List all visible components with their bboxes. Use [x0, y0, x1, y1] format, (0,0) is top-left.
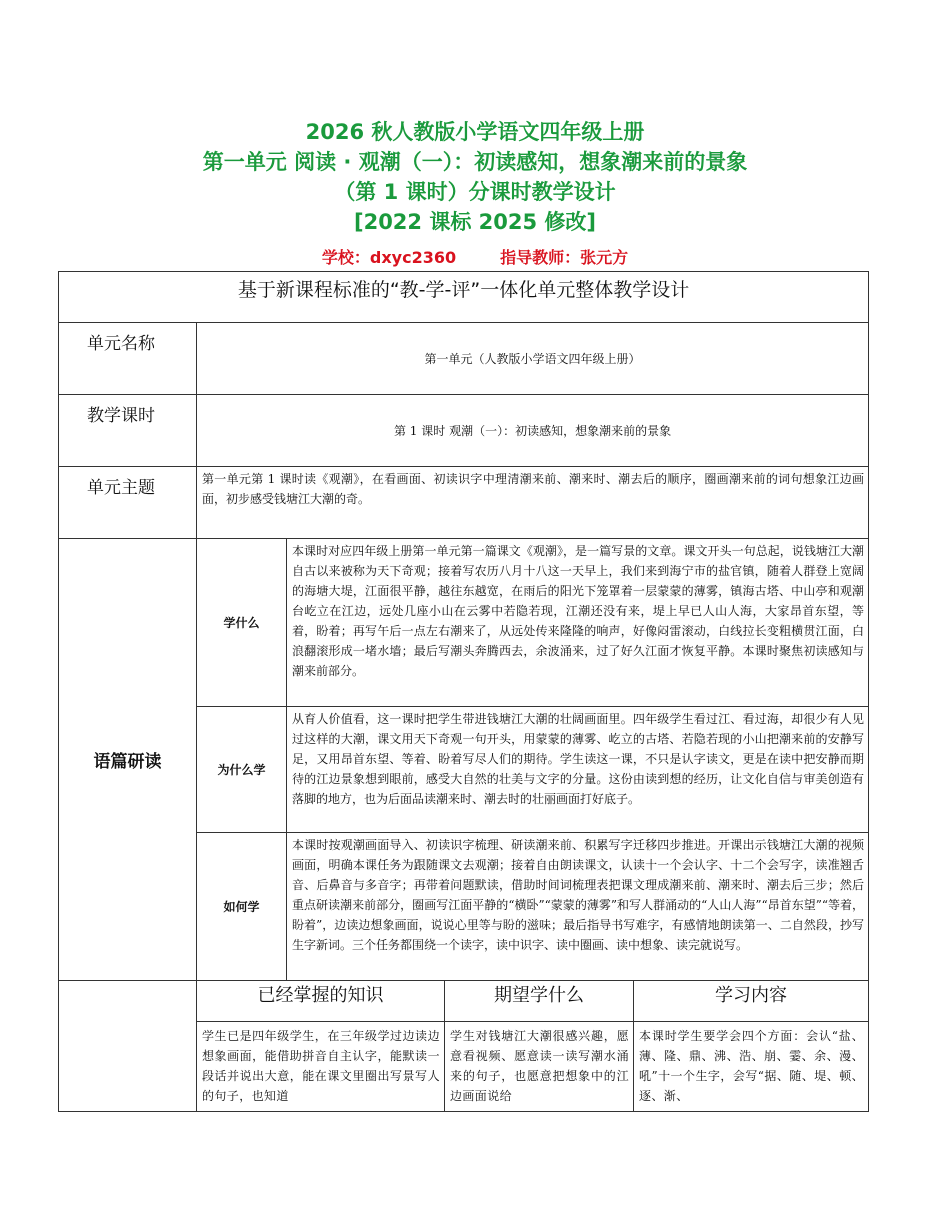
lesson-label: 教学课时	[59, 395, 197, 467]
doc-title-line-3: （第 1 课时）分课时教学设计	[334, 180, 616, 204]
expect-head: 期望学什么	[445, 981, 634, 1022]
doc-title-line-4: [2022 课标 2025 修改]	[353, 210, 597, 234]
lesson-value: 第 1 课时 观潮（一）：初读感知，想象潮来前的景象	[197, 395, 869, 467]
known-head: 已经掌握的知识	[197, 981, 445, 1022]
what-text: 本课时对应四年级上册第一单元第一篇课文《观潮》，是一篇写景的文章。课文开头一句总起，说钱塘江大潮自古以来被称为天下奇观；接着写农历八月十八这一天早上，我们来到海宁市的盐官镇，随着人群登上宽阔的海塘大堤，江面很平静，越往东越宽，在雨后的阳光下笼罩着一层蒙蒙的薄雾，镇海古塔、中山亭和观潮台屹立在江边，远处几座小山在云雾中若隐若现，江潮还没有来，堤上早已人山人海，大家昂首东望，等着，盼着；再写午后一点左右潮来了，从远处传来隆隆的响声，好像闷雷滚动，白线拉长变粗横贯江面，白浪翻滚形成一堵水墙；最后写潮头奔腾西去，余波涌来，过了好久江面才恢复平静。本课时聚焦初读感知与潮来前部分。	[287, 539, 869, 707]
how-text: 本课时按观潮画面导入、初读识字梳理、研读潮来前、积累写字迁移四步推进。开课出示钱塘江大潮的视频画面，明确本课任务为跟随课文去观潮；接着自由朗读课文，认读十一个会认字、十二个会写字，读准翘舌音、后鼻音与多音字；再带着问题默读，借助时间词梳理表把课文理成潮来前、潮来时、潮去后三步；然后重点研读潮来前部分，圈画写江面平静的“横卧”“蒙蒙的薄雾”和写人群涌动的“人山人海”“昂首东望”“等着，盼着”，边读边想象画面，说说心里等与盼的滋味；最后指导书写难字，有感情地朗读第一、二自然段，抄写生字新词。三个任务都围绕一个读字，读中识字、读中圈画、读中想象、读完就说写。	[287, 833, 869, 981]
content-text: 本课时学生要学会四个方面：会认“盐、薄、隆、鼎、沸、浩、崩、霎、余、漫、吼”十一个生字，会写“据、随、堤、顿、逐、渐、	[634, 1022, 869, 1112]
how-label: 如何学	[197, 833, 287, 981]
design-table	[58, 271, 869, 1112]
content-head: 学习内容	[634, 981, 869, 1022]
text-study-label: 语篇研读	[59, 539, 197, 981]
blank-cell	[59, 981, 197, 1112]
expect-text: 学生对钱塘江大潮很感兴趣，愿意看视频、愿意读一读写潮水涌来的句子，也愿意把想象中的江边画面说给	[445, 1022, 634, 1112]
school-label: 学校：dxyc2360	[321, 248, 457, 267]
doc-title-line-2: 第一单元 阅读 · 观潮（一）：初读感知，想象潮来前的景象	[202, 150, 748, 174]
unit-name-label: 单元名称	[59, 323, 197, 395]
theme-value: 第一单元第 1 课时读《观潮》，在看画面、初读识字中理清潮来前、潮来时、潮去后的顺序，圈画潮来前的词句想象江边画面，初步感受钱塘江大潮的奇。	[197, 467, 869, 539]
why-text: 从育人价值看，这一课时把学生带进钱塘江大潮的壮阔画面里。四年级学生看过江、看过海，却很少有人见过这样的大潮，课文用天下奇观一句开头，用蒙蒙的薄雾、屹立的古塔、若隐若现的小山把潮来前的安静写足，又用昂首东望、等着、盼着写尽人们的期待。学生读这一课，不只是认字读文，更是在读中把安静而期待的江边景象想到眼前，感受大自然的壮美与文字的分量。这份由读到想的经历，让文化自信与审美创造有落脚的地方，也为后面品读潮来时、潮去时的壮丽画面打好底子。	[287, 707, 869, 833]
theme-label: 单元主题	[59, 467, 197, 539]
doc-title-line-1: 2026 秋人教版小学语文四年级上册	[305, 120, 645, 144]
school-teacher-line	[0, 245, 950, 268]
why-label: 为什么学	[197, 707, 287, 833]
known-text: 学生已是四年级学生，在三年级学过边读边想象画面，能借助拼音自主认字，能默读一段话并说出大意，能在课文里圈出写景写人的句子，也知道	[197, 1022, 445, 1112]
unit-name-value: 第一单元（人教版小学语文四年级上册）	[197, 323, 869, 395]
teacher-label: 指导教师：张元方	[500, 248, 629, 267]
table-banner: 基于新课程标准的“教-学-评”一体化单元整体教学设计	[59, 272, 869, 323]
what-label: 学什么	[197, 539, 287, 707]
